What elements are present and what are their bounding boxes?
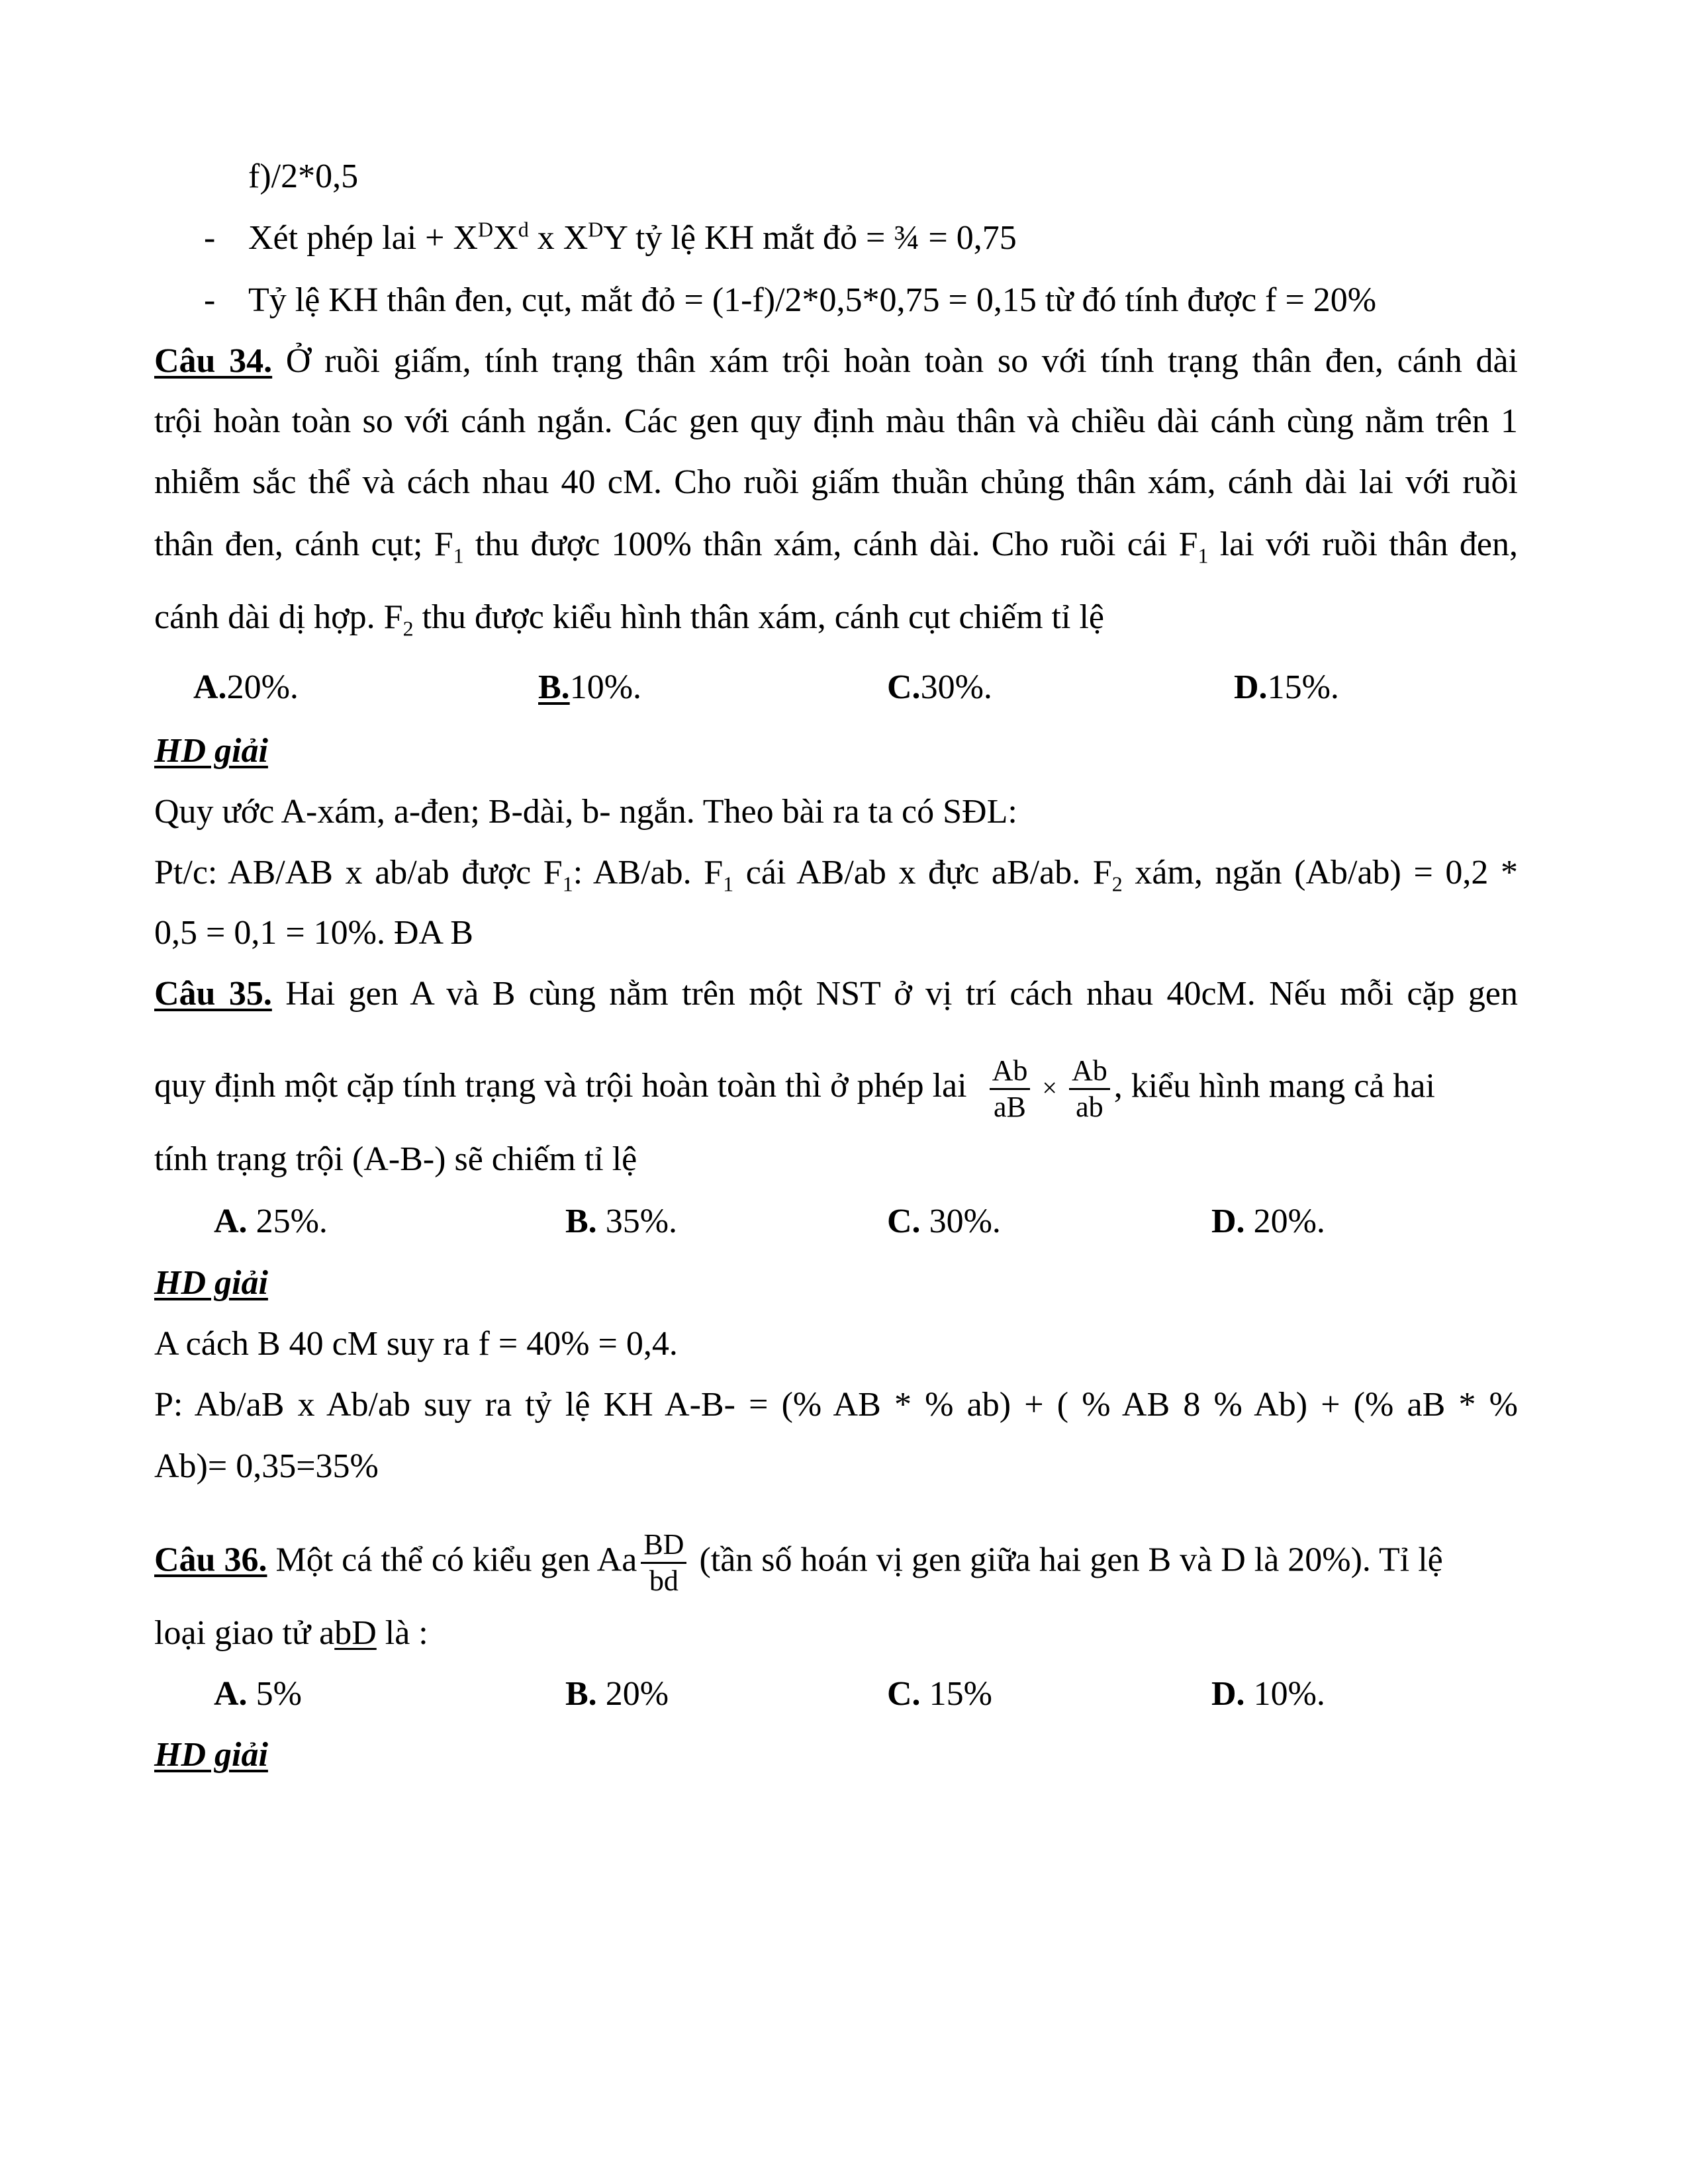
q35-option-b bbox=[565, 1199, 677, 1245]
q36-option-c bbox=[887, 1671, 992, 1717]
q36-hd-heading bbox=[154, 1732, 1518, 1778]
subscript: 1 bbox=[562, 872, 573, 896]
q34-line-1 bbox=[154, 338, 1518, 385]
prev-line-1 bbox=[248, 215, 1017, 261]
numerator: BD bbox=[641, 1527, 686, 1564]
subscript: 2 bbox=[1111, 872, 1123, 896]
q35-solution-3: Ab)= 0,35=35% bbox=[154, 1447, 379, 1485]
text: cái AB/ab x đực aB/ab. F bbox=[733, 854, 1112, 891]
q34-solution-2 bbox=[154, 850, 1518, 896]
text: Một cá thể có kiểu gen Aa bbox=[267, 1541, 637, 1579]
option-letter: C. bbox=[887, 1675, 921, 1713]
option-text: 35%. bbox=[596, 1203, 678, 1240]
option-letter: B. bbox=[565, 1675, 597, 1713]
q36-option-a bbox=[214, 1671, 302, 1717]
heading: HD giải bbox=[154, 1264, 268, 1302]
underlined-text: bD bbox=[334, 1614, 377, 1652]
subscript: 2 bbox=[402, 616, 414, 641]
q36-line-1 bbox=[154, 1527, 1518, 1598]
q35-hd-heading bbox=[154, 1260, 1518, 1306]
superscript: d bbox=[518, 217, 529, 242]
option-text: 30%. bbox=[920, 1203, 1001, 1240]
text: xám, ngăn (Ab/ab) = 0,2 * bbox=[1122, 854, 1518, 891]
genotype-fraction-2 bbox=[1069, 1054, 1110, 1124]
option-letter: D. bbox=[1211, 1675, 1245, 1713]
text: thu được 100% thân xám, cánh dài. Cho ruồi cái F bbox=[463, 525, 1198, 563]
q34-option-c bbox=[887, 664, 992, 711]
option-letter: A. bbox=[214, 1203, 248, 1240]
q35-solution-2: P: Ab/aB x Ab/ab suy ra tỷ lệ KH A-B- = (% AB * % ab) + ( % AB 8 % Ab) + (% aB * % bbox=[154, 1386, 1518, 1424]
question-label: Câu 36. bbox=[154, 1541, 267, 1579]
text: lai với ruồi thân đen, bbox=[1208, 525, 1518, 563]
prev-line-2: Tỷ lệ KH thân đen, cụt, mắt đỏ = (1-f)/2*0,5*0,75 = 0,15 từ đó tính được f = 20% bbox=[248, 281, 1377, 319]
numerator: Ab bbox=[990, 1054, 1031, 1090]
text: thân đen, cánh cụt; F bbox=[154, 525, 453, 563]
question-label: Câu 34. bbox=[154, 342, 273, 380]
text: quy định một cặp tính trạng và trội hoàn toàn thì ở phép lai bbox=[154, 1067, 967, 1105]
option-letter: B. bbox=[565, 1203, 597, 1240]
q35-line-1 bbox=[154, 971, 1518, 1017]
option-letter: A. bbox=[214, 1675, 248, 1713]
option-text: 15% bbox=[920, 1675, 992, 1713]
text: : AB/ab. F bbox=[573, 854, 724, 891]
q34-hd-heading bbox=[154, 728, 1518, 774]
option-text: 10%. bbox=[1244, 1675, 1325, 1713]
q35-solution-1: A cách B 40 cM suy ra f = 40% = 0,4. bbox=[154, 1325, 678, 1363]
bullet: - bbox=[204, 219, 216, 257]
q34-option-d bbox=[1234, 664, 1339, 711]
heading: HD giải bbox=[154, 1736, 268, 1774]
q34-line-4 bbox=[154, 522, 1518, 568]
option-letter: B. bbox=[538, 668, 570, 706]
q34-solution-1: Quy ước A-xám, a-đen; B-dài, b- ngắn. Theo bài ra ta có SĐL: bbox=[154, 793, 1017, 831]
numerator: Ab bbox=[1069, 1054, 1110, 1090]
option-letter: D. bbox=[1234, 668, 1268, 706]
option-text: 25%. bbox=[247, 1203, 328, 1240]
q36-line-2 bbox=[154, 1610, 1518, 1657]
text: Ở ruồi giấm, tính trạng thân xám trội hoàn toàn so với tính trạng thân đen, cánh dài bbox=[285, 342, 1519, 380]
superscript: D bbox=[478, 217, 494, 242]
denominator: ab bbox=[1076, 1091, 1103, 1123]
subscript: 1 bbox=[1197, 543, 1209, 568]
q35-line-2 bbox=[154, 1054, 1518, 1124]
denominator: bd bbox=[649, 1565, 679, 1597]
text: , kiểu hình mang cả hai bbox=[1113, 1067, 1435, 1105]
denominator: aB bbox=[994, 1091, 1026, 1123]
text: cánh dài dị hợp. F bbox=[154, 598, 403, 636]
text: Hai gen A và B cùng nằm trên một NST ở vị trí cách nhau 40cM. Nếu mỗi cặp gen bbox=[285, 975, 1519, 1013]
heading: HD giải bbox=[154, 732, 268, 770]
option-letter: C. bbox=[887, 1203, 921, 1240]
q35-option-a bbox=[214, 1199, 328, 1245]
genotype-fraction bbox=[641, 1527, 686, 1598]
text: thu được kiểu hình thân xám, cánh cụt chiếm tỉ lệ bbox=[413, 598, 1104, 636]
q35-line-3: tính trạng trội (A-B-) sẽ chiếm tỉ lệ bbox=[154, 1140, 637, 1178]
q35-option-c bbox=[887, 1199, 1001, 1245]
q36-option-d bbox=[1211, 1671, 1325, 1717]
option-text: 30%. bbox=[920, 668, 992, 706]
superscript: D bbox=[588, 217, 604, 242]
q36-option-b bbox=[565, 1671, 669, 1717]
text: Pt/c: AB/AB x ab/ab được F bbox=[154, 854, 563, 891]
genotype-fraction-1 bbox=[990, 1054, 1031, 1124]
text: x X bbox=[528, 219, 588, 257]
subscript: 1 bbox=[453, 543, 464, 568]
text: loại giao tử a bbox=[154, 1614, 335, 1652]
option-text: 10%. bbox=[569, 668, 642, 706]
subscript: 1 bbox=[723, 872, 734, 896]
option-text: 20% bbox=[596, 1675, 669, 1713]
q34-option-a bbox=[193, 664, 299, 711]
prev-line-0: f)/2*0,5 bbox=[248, 158, 359, 195]
text: X bbox=[493, 219, 518, 257]
option-letter: C. bbox=[887, 668, 921, 706]
text: (tần số hoán vị gen giữa hai gen B và D là 20%). Tỉ lệ bbox=[690, 1541, 1443, 1579]
option-text: 20%. bbox=[226, 668, 299, 706]
q34-line-2: trội hoàn toàn so với cánh ngắn. Các gen quy định màu thân và chiều dài cánh cùng nằm trên 1 bbox=[154, 402, 1518, 440]
option-letter: D. bbox=[1211, 1203, 1245, 1240]
q34-option-b bbox=[538, 664, 641, 711]
text: là : bbox=[376, 1614, 428, 1652]
q34-line-5 bbox=[154, 594, 1518, 641]
option-text: 5% bbox=[247, 1675, 302, 1713]
option-letter: A. bbox=[193, 668, 227, 706]
q34-solution-3: 0,5 = 0,1 = 10%. ĐA B bbox=[154, 914, 473, 952]
text: Y tỷ lệ KH mắt đỏ = ¾ = 0,75 bbox=[603, 219, 1017, 257]
bullet: - bbox=[204, 281, 216, 319]
q34-line-3: nhiễm sắc thể và cách nhau 40 cM. Cho ruồi giấm thuần chủng thân xám, cánh dài lai với ruồi bbox=[154, 463, 1518, 501]
option-text: 20%. bbox=[1244, 1203, 1325, 1240]
question-label: Câu 35. bbox=[154, 975, 272, 1013]
text: Xét phép lai + X bbox=[248, 219, 479, 257]
q35-option-d bbox=[1211, 1199, 1325, 1245]
times-symbol: × bbox=[1042, 1073, 1057, 1103]
option-text: 15%. bbox=[1267, 668, 1339, 706]
